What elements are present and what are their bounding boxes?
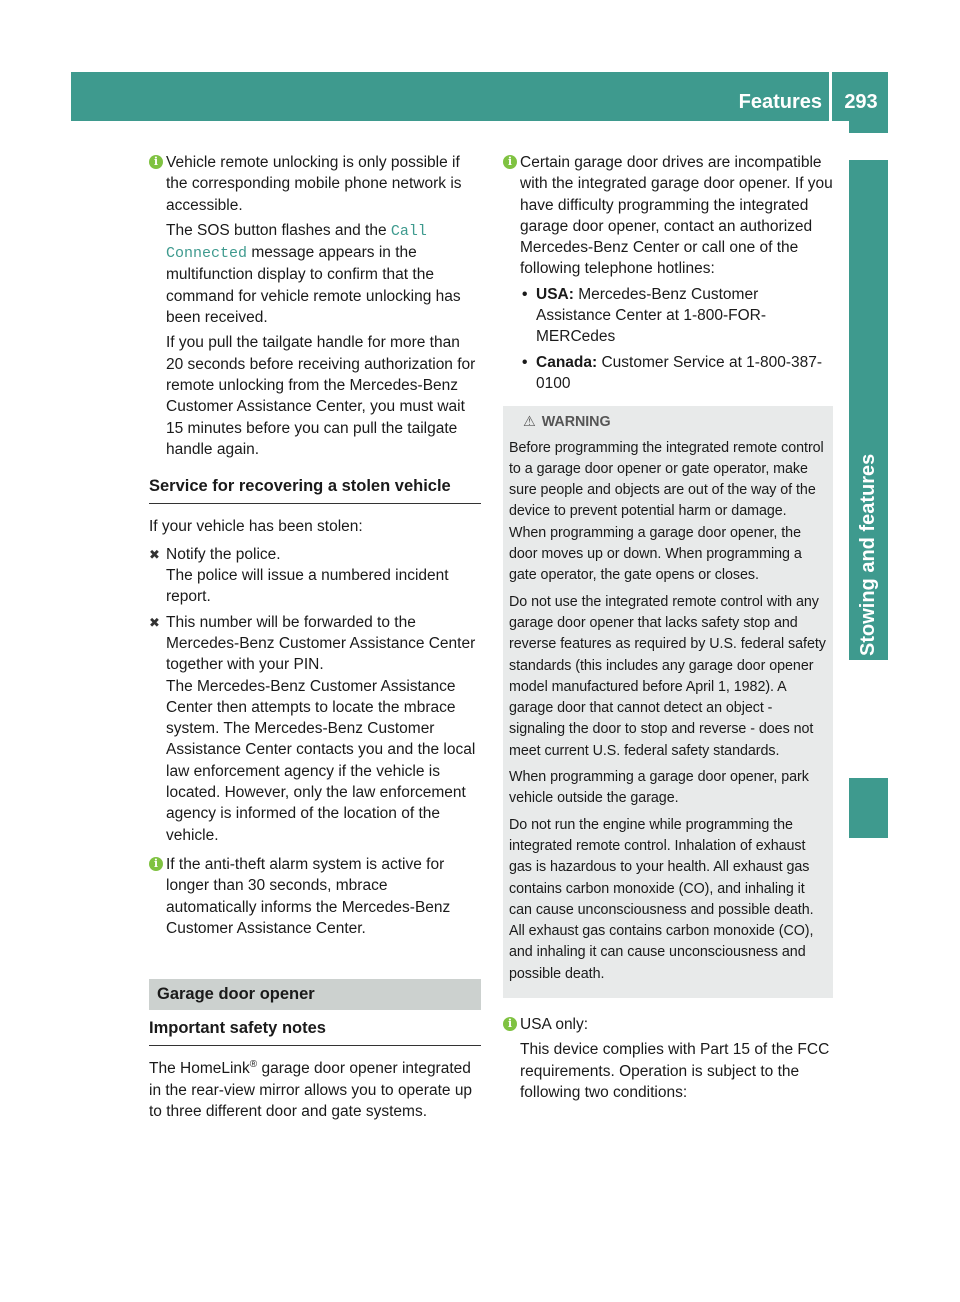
header-title: Features [738,91,822,113]
info-note-usa-only: i USA only: This device complies with Part 15 of the FCC requirements. Operation is subject to the following two conditions: [503,1014,833,1103]
warning-paragraph: Before programming the integrated remote control to a garage door opener or gate operator, make sure people and objects are out of the way of the device to prevent potential harm or damage. When programming a garage door opener, the door moves up or down. When programming a gate operator, the gate opens or closes. [509,439,824,584]
left-column [149,152,481,1122]
info-icon: i [503,155,517,169]
warning-paragraph: Do not use the integrated remote control with any garage door opener that lacks safety stop and reverse features as required by U.S. federal safety standards (this includes any garage door opener model manufactured before April 1, 1982). A garage door that cannot detect an object - signaling the door to stop and reverse - does not meet current U.S. federal safety standards. [509,593,826,759]
info-note-remote-unlocking [149,152,481,460]
info-icon: i [149,857,163,871]
info-icon: i [503,1017,517,1031]
step-arrow-icon: ✖ [149,546,160,562]
warning-box [503,406,833,998]
section-title-safety-notes: Important safety notes [149,1018,481,1046]
bullet-icon: • [522,285,528,303]
page-number: 293 [844,91,878,113]
display-message: Call Connected [166,222,427,263]
bullet-item: • USA: Mercedes-Benz Customer Assistance Center at 1-800-FOR-MERCedes [522,285,767,346]
warning-title: ⚠ WARNING [523,412,827,433]
warning-paragraph: When programming a garage door opener, park vehicle outside the garage. [509,769,809,807]
info-paragraph: The SOS button flashes and the Call Connected message appears in the multifunction display to confirm that the command for vehicle remote unlocking has been received. [166,221,461,327]
info-icon: i [149,155,163,169]
side-tab-bottom [849,778,888,838]
side-tab-top [849,121,888,133]
step-item: ✖ Notify the police. The police will issue a numbered incident report. [149,545,449,606]
warning-paragraph: Do not run the engine while programming the integrated remote control. Inhalation of exhaust gas is hazardous to your health. All exhaust gas contains carbon monoxide (CO), and inhaling it can cause unconsciousness and possible death. All exhaust gas contains carbon monoxide (CO), and inhaling it can cause unconsciousness and possible death. [509,816,814,982]
step-item: ✖ This number will be forwarded to the Mercedes-Benz Customer Assistance Center together with your PIN. The Mercedes-Benz Customer Assistance Center then attempts to locate the mbrace system. The Mercedes-Benz Customer Assistance Center contacts you and the local law enforcement agency if the vehicle is located. However, only the law enforcement agency is informed of the location of the vehicle. [149,613,476,844]
step-arrow-icon: ✖ [149,614,160,630]
homelink-text: The HomeLink® garage door opener integrated in the rear-view mirror allows you to operate up to three different door and gate systems. [149,1059,473,1120]
info-note-anti-theft: i If the anti-theft alarm system is active for longer than 30 seconds, mbrace automatically informs the Mercedes-Benz Customer Assistance Center. [149,854,481,939]
shaded-title-garage-door: Garage door opener [149,979,481,1010]
info-paragraph: Vehicle remote unlocking is only possible if the corresponding mobile phone network is accessible. [166,154,462,214]
info-note-garage-drives: i Certain garage door drives are incompatible with the integrated garage door opener. If you have difficulty programming the integrated garage door opener, contact an authorized Mercedes-Benz Center or call one of the following telephone hotlines: • USA: Mercedes-Benz Customer Assistance Center at 1-800-FOR-MERCedes • Canada: Customer Service at 1-800-387-0100 [503,152,833,394]
side-tab-label: Stowing and features [857,453,879,656]
warning-triangle-icon: ⚠ [523,414,536,431]
intro-text: If your vehicle has been stolen: [149,518,363,536]
bullet-icon: • [522,353,528,371]
right-column [503,152,833,1109]
header-bar [71,72,888,121]
info-paragraph: If you pull the tailgate handle for more than 20 seconds before receiving authorization for remote unlocking from the Mercedes-Benz Customer Assistance Center, you must wait 15 minutes before you can pull the tailgate handle again. [166,334,476,458]
section-title-stolen-vehicle: Service for recovering a stolen vehicle [149,476,481,504]
header-divider [829,72,832,121]
bullet-item: • Canada: Customer Service at 1-800-387-0100 [522,353,823,392]
